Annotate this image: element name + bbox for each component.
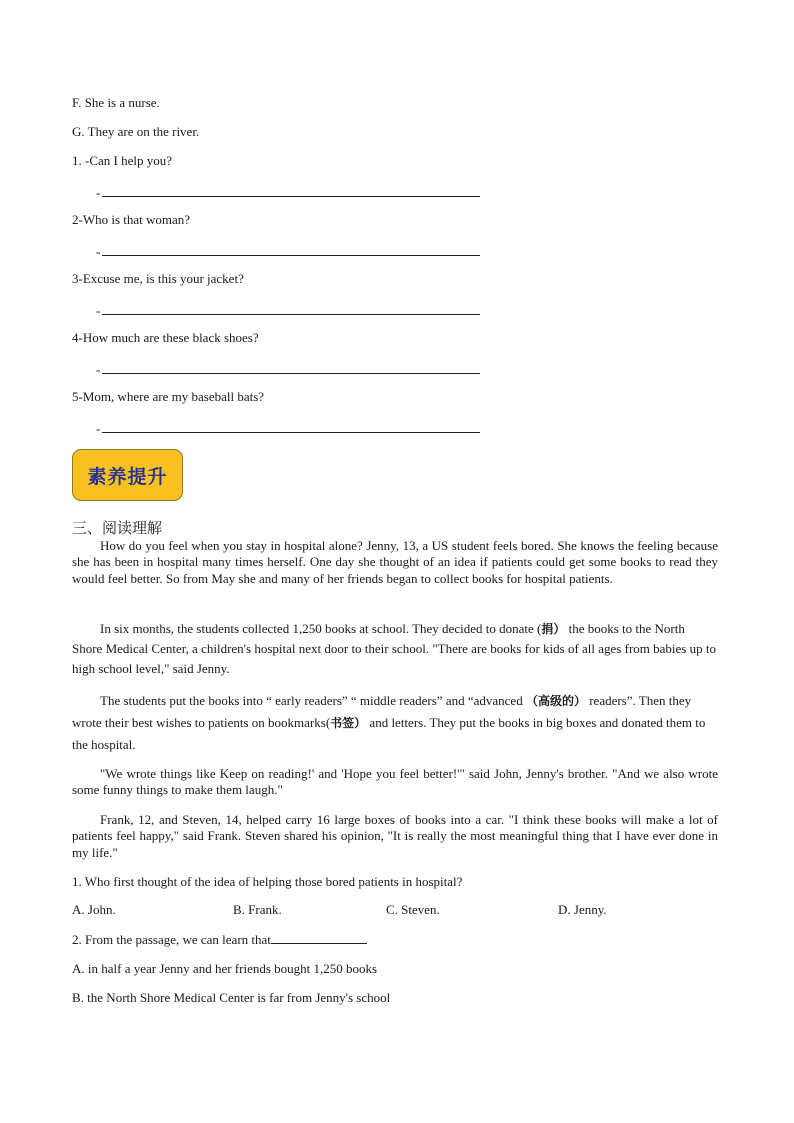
dialogue-question-1: 1. -Can I help you? — [72, 153, 173, 168]
answer-blank[interactable] — [102, 302, 480, 315]
passage-text: The students put the books into “ early readers” “ middle readers” and “advanced — [100, 693, 526, 708]
option-b[interactable]: B. Frank. — [233, 902, 282, 917]
answer-prefix: - — [96, 185, 101, 200]
chinese-gloss: 捐） — [541, 622, 566, 636]
passage-paragraph-4: "We wrote things like Keep on reading!' and 'Hope you feel better!'" said John, Jenny's brother. "And we also wrote some funny things to make them laugh." — [72, 766, 718, 798]
option-d[interactable]: D. Jenny. — [558, 902, 607, 917]
matching-option-f: F. She is a nurse. — [72, 95, 160, 110]
dialogue-question-5: 5-Mom, where are my baseball bats? — [72, 389, 265, 404]
passage-text: In six months, the students collected 1,250 books at school. They decided to donate ( — [100, 621, 542, 636]
passage-text: readers”. Then they wrote their best wishes to patients on bookmarks( — [72, 693, 692, 730]
answer-blank[interactable] — [102, 420, 480, 433]
answer-line-3[interactable] — [96, 302, 480, 319]
passage-paragraph-2 — [72, 619, 718, 679]
chinese-gloss: 书签） — [330, 716, 367, 730]
answer-line-2[interactable] — [96, 243, 480, 260]
question-1-stem: 1. Who first thought of the idea of helping those bored patients in hospital? — [72, 874, 463, 889]
passage-paragraph-5: Frank, 12, and Steven, 14, helped carry 16 large boxes of books into a car. "I think these books will make a lot of patients feel happy," said Frank. Steven shared his opinion, "It is really the most meaningful thing that I have ever done in my life." — [72, 812, 718, 860]
section-badge-label: 素养提升 — [87, 465, 168, 488]
section-title: 三、阅读理解 — [72, 519, 163, 537]
question-1-options — [0, 902, 794, 920]
chinese-gloss: （高级的） — [525, 694, 586, 708]
answer-blank[interactable] — [102, 184, 480, 197]
dialogue-question-2: 2-Who is that woman? — [72, 212, 191, 227]
dialogue-question-3: 3-Excuse me, is this your jacket? — [72, 271, 244, 286]
question-2-blank[interactable] — [271, 931, 367, 944]
matching-option-g: G. They are on the river. — [72, 124, 200, 139]
question-2-option-a[interactable]: A. in half a year Jenny and her friends bought 1,250 books — [72, 961, 378, 976]
question-2-text: 2. From the passage, we can learn that — [72, 932, 271, 947]
passage-text: the books to the North Shore Medical Center, a children's hospital next door to their school. "There are books for kids of all ages from babies up to high school level," said Jenny. — [72, 621, 716, 676]
question-2-option-b[interactable]: B. the North Shore Medical Center is far from Jenny's school — [72, 990, 391, 1005]
passage-text: and letters. They put the books in big boxes and donated them to the hospital. — [72, 715, 706, 752]
answer-prefix: - — [96, 303, 101, 318]
answer-blank[interactable] — [102, 243, 480, 256]
answer-line-4[interactable] — [96, 361, 480, 378]
answer-prefix: - — [96, 362, 101, 377]
dialogue-question-4: 4-How much are these black shoes? — [72, 330, 259, 345]
passage-paragraph-3 — [72, 690, 718, 756]
passage-paragraph-1: How do you feel when you stay in hospital alone? Jenny, 13, a US student feels bored. She knows the feeling because she has been in hospital many times herself. One day she thought of an idea if patients could get some books to read they would feel better. So from May she and many of her friends began to collect books for hospital patients. — [72, 538, 718, 586]
option-a[interactable]: A. John. — [72, 902, 116, 917]
option-c[interactable]: C. Steven. — [386, 902, 440, 917]
question-2-stem — [72, 931, 367, 948]
answer-blank[interactable] — [102, 361, 480, 374]
answer-prefix: - — [96, 421, 101, 436]
answer-prefix: - — [96, 244, 101, 259]
section-badge — [72, 449, 183, 501]
answer-line-1[interactable] — [96, 184, 480, 201]
answer-line-5[interactable] — [96, 420, 480, 437]
